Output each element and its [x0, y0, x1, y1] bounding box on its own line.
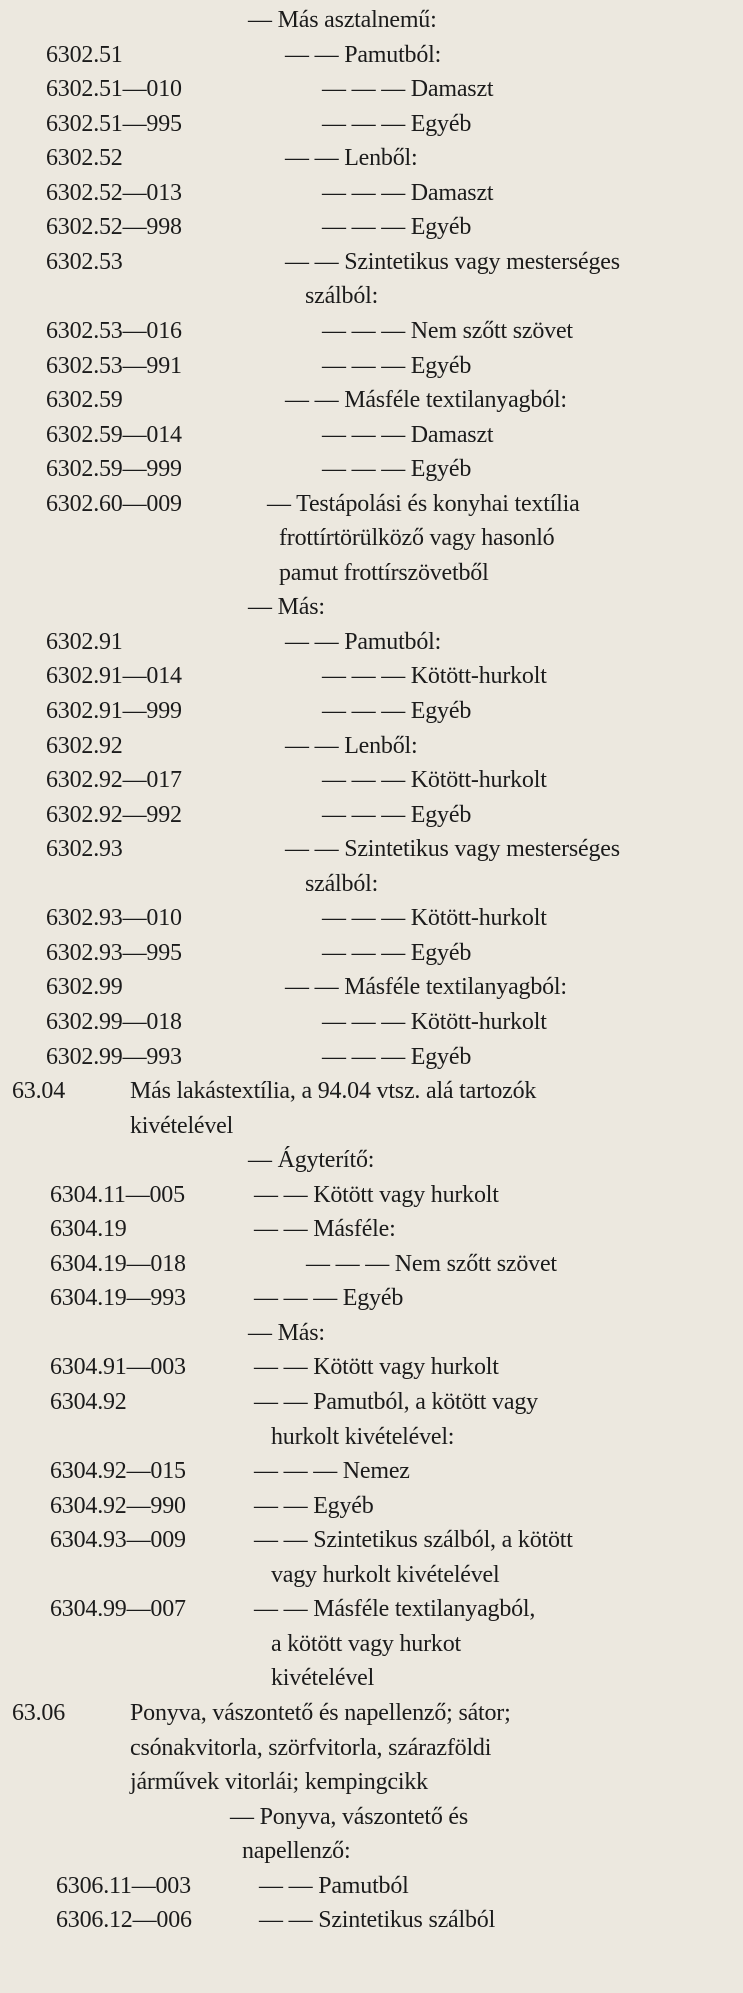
tariff-code: 6302.51 [46, 41, 123, 68]
tariff-row [0, 350, 743, 384]
tariff-row [0, 1075, 743, 1109]
tariff-row [0, 280, 743, 314]
tariff-code: 63.06 [12, 1699, 66, 1726]
tariff-row [0, 730, 743, 764]
tariff-description: — — Egyéb [254, 1492, 374, 1519]
tariff-description: — — Szintetikus szálból [259, 1907, 496, 1934]
tariff-description: — — — Nem szőtt szövet [322, 317, 573, 344]
tariff-description: csónakvitorla, szörfvitorla, szárazföldi [130, 1734, 492, 1761]
tariff-row [0, 1766, 743, 1800]
tariff-description: — — — Egyéb [322, 352, 472, 379]
tariff-description: — Ponyva, vászontető és [230, 1803, 469, 1830]
tariff-description: — — — Kötött-hurkolt [322, 1008, 547, 1035]
tariff-row [0, 1351, 743, 1385]
tariff-code: 63.04 [12, 1078, 66, 1105]
tariff-description: — — Szintetikus vagy mesterséges [285, 248, 620, 275]
tariff-description: kivételével [130, 1112, 234, 1139]
tariff-row [0, 1144, 743, 1178]
tariff-code: 6302.51—995 [46, 110, 182, 137]
tariff-description: — — Lenből: [285, 145, 418, 172]
tariff-row [0, 1490, 743, 1524]
tariff-row [0, 626, 743, 660]
tariff-code: 6302.52 [46, 145, 123, 172]
tariff-description: — — Pamutból: [285, 41, 442, 68]
tariff-row [0, 1317, 743, 1351]
tariff-code: 6302.51—010 [46, 76, 182, 103]
tariff-description: — — — Nemez [254, 1458, 410, 1485]
tariff-row [0, 211, 743, 245]
tariff-row [0, 1041, 743, 1075]
tariff-code: 6302.99—018 [46, 1008, 182, 1035]
tariff-row [0, 1213, 743, 1247]
tariff-description: — — — Egyéb [322, 214, 472, 241]
tariff-description: — — — Egyéb [322, 1043, 472, 1070]
tariff-code: 6302.92 [46, 732, 123, 759]
tariff-code: 6302.92—017 [46, 767, 182, 794]
tariff-description: — Ágyterítő: [248, 1147, 375, 1174]
tariff-description: szálból: [305, 283, 379, 310]
tariff-code: 6302.92—992 [46, 801, 182, 828]
tariff-code: 6302.91—014 [46, 663, 182, 690]
tariff-code: 6302.93—995 [46, 939, 182, 966]
tariff-row [0, 1524, 743, 1558]
tariff-description: — — Pamutból, a kötött vagy [254, 1389, 538, 1415]
tariff-description: — — Szintetikus vagy mesterséges [285, 836, 620, 863]
tariff-row [0, 1801, 743, 1835]
tariff-code: 6304.19—993 [50, 1285, 186, 1312]
tariff-code: 6302.53—016 [46, 317, 182, 344]
tariff-description: Más lakástextília, a 94.04 vtsz. alá tartozók [130, 1078, 537, 1105]
tariff-code: 6302.99—993 [46, 1043, 182, 1070]
tariff-description: vagy hurkolt kivételével [271, 1561, 500, 1588]
tariff-row [0, 557, 743, 591]
tariff-description: — — — Kötött-hurkolt [322, 663, 547, 690]
tariff-row [0, 591, 743, 625]
tariff-description: — — — Nem szőtt szövet [306, 1250, 557, 1277]
tariff-code: 6304.93—009 [50, 1527, 186, 1554]
tariff-description: — — Pamutból: [285, 628, 442, 655]
tariff-row [0, 1870, 743, 1904]
tariff-description: — — Pamutból [259, 1872, 409, 1899]
tariff-row [0, 453, 743, 487]
tariff-row [0, 1904, 743, 1938]
tariff-description: — Testápolási és konyhai textília [267, 490, 580, 517]
tariff-row [0, 1386, 743, 1420]
tariff-code: 6302.52—998 [46, 214, 182, 241]
tariff-description: — Más asztalnemű: [248, 7, 437, 33]
tariff-description: — — Szintetikus szálból, a kötött [254, 1527, 573, 1554]
tariff-description: — — — Damaszt [322, 76, 494, 103]
tariff-row [0, 1282, 743, 1316]
tariff-description: frottírtörülköző vagy hasonló [279, 525, 555, 552]
tariff-description: — — — Egyéb [322, 939, 472, 966]
tariff-code: 6302.52—013 [46, 179, 182, 206]
tariff-code: 6302.53 [46, 248, 123, 275]
tariff-row [0, 419, 743, 453]
tariff-code: 6304.99—007 [50, 1596, 186, 1623]
tariff-description: — — — Damaszt [322, 421, 494, 448]
tariff-row [0, 1835, 743, 1869]
tariff-code: 6302.91 [46, 628, 123, 655]
tariff-code: 6302.53—991 [46, 352, 182, 379]
tariff-row [0, 4, 743, 38]
tariff-description: a kötött vagy hurkot [271, 1630, 461, 1657]
tariff-row [0, 868, 743, 902]
tariff-code: 6304.11—005 [50, 1181, 185, 1208]
tariff-row [0, 73, 743, 107]
tariff-row [0, 1179, 743, 1213]
tariff-description: — — — Egyéb [322, 456, 472, 483]
tariff-code: 6302.60—009 [46, 490, 182, 517]
tariff-row [0, 1697, 743, 1731]
tariff-description: hurkolt kivételével: [271, 1423, 455, 1450]
tariff-row [0, 315, 743, 349]
tariff-row [0, 384, 743, 418]
tariff-description: — — Másféle textilanyagból: [285, 387, 567, 414]
tariff-description: kivételével [271, 1665, 375, 1692]
tariff-code: 6306.11—003 [56, 1872, 191, 1899]
tariff-row [0, 1421, 743, 1455]
tariff-row [0, 142, 743, 176]
tariff-code: 6304.91—003 [50, 1354, 186, 1381]
tariff-row [0, 522, 743, 556]
tariff-description: — — — Egyéb [322, 110, 472, 137]
tariff-row [0, 1006, 743, 1040]
tariff-description: járművek vitorlái; kempingcikk [130, 1769, 428, 1796]
tariff-code: 6304.19—018 [50, 1250, 186, 1277]
tariff-description: — — — Kötött-hurkolt [322, 767, 547, 794]
tariff-code: 6302.91—999 [46, 698, 182, 724]
tariff-row [0, 39, 743, 73]
tariff-description: — — Lenből: [285, 732, 418, 759]
tariff-row [0, 1593, 743, 1627]
tariff-row [0, 108, 743, 142]
tariff-description: — — — Kötött-hurkolt [322, 905, 547, 932]
tariff-row [0, 833, 743, 867]
tariff-description: — — — Egyéb [254, 1285, 404, 1312]
tariff-code: 6304.19 [50, 1216, 127, 1243]
tariff-description: napellenző: [242, 1838, 351, 1865]
tariff-description: — — Másféle: [254, 1216, 396, 1243]
tariff-description: — — — Egyéb [322, 801, 472, 828]
tariff-description: — — Másféle textilanyagból: [285, 974, 567, 1001]
tariff-description: — — Kötött vagy hurkolt [254, 1354, 499, 1381]
tariff-row [0, 799, 743, 833]
tariff-description: — — — Egyéb [322, 698, 472, 724]
tariff-description: szálból: [305, 870, 379, 897]
tariff-row [0, 695, 743, 729]
tariff-row [0, 488, 743, 522]
tariff-code: 6302.93 [46, 836, 123, 863]
tariff-description: — Más: [248, 1319, 325, 1346]
tariff-code: 6302.99 [46, 974, 123, 1001]
tariff-code: 6302.59—014 [46, 421, 182, 448]
tariff-row [0, 971, 743, 1005]
tariff-row [0, 246, 743, 280]
tariff-code: 6304.92 [50, 1389, 127, 1415]
tariff-code: 6302.93—010 [46, 905, 182, 932]
tariff-row [0, 1248, 743, 1282]
tariff-row [0, 764, 743, 798]
tariff-row [0, 937, 743, 971]
tariff-row [0, 1559, 743, 1593]
tariff-description: — — Kötött vagy hurkolt [254, 1181, 499, 1208]
tariff-row [0, 177, 743, 211]
tariff-row [0, 1662, 743, 1696]
tariff-code: 6306.12—006 [56, 1907, 192, 1934]
tariff-description: pamut frottírszövetből [279, 559, 489, 586]
tariff-row [0, 660, 743, 694]
tariff-code: 6302.59—999 [46, 456, 182, 483]
tariff-row [0, 902, 743, 936]
tariff-row [0, 1455, 743, 1489]
tariff-code: 6304.92—990 [50, 1492, 186, 1519]
tariff-description: Ponyva, vászontető és napellenző; sátor; [130, 1699, 511, 1726]
tariff-row [0, 1110, 743, 1144]
tariff-row [0, 1732, 743, 1766]
tariff-code: 6304.92—015 [50, 1458, 186, 1485]
tariff-description: — — — Damaszt [322, 179, 494, 206]
tariff-row [0, 1628, 743, 1662]
tariff-code: 6302.59 [46, 387, 123, 414]
tariff-description: — Más: [248, 594, 325, 621]
tariff-description: — — Másféle textilanyagból, [254, 1596, 536, 1623]
